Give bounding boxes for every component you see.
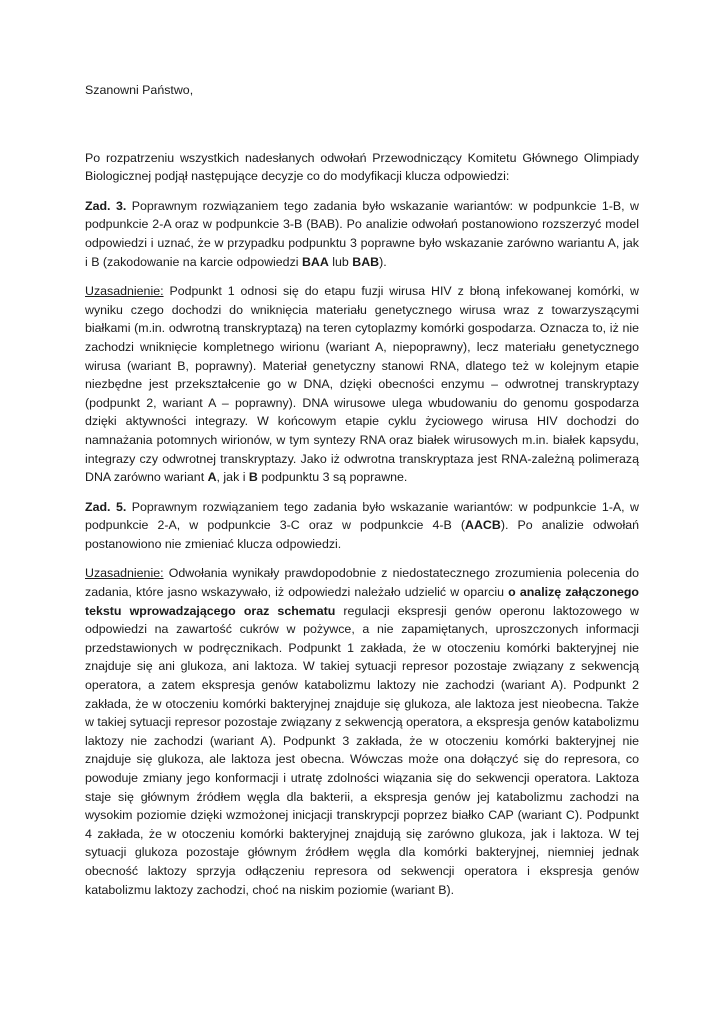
justification-5-text-1: Odwołania wynikały prawdopodobnie z niedostatecznego zrozumienia polecenia do zadania, które jasno wskazywało, iż odpowiedzi należało udzielić w oparciu — [85, 566, 639, 600]
task-3-mid: lub — [328, 254, 353, 269]
task-5-end: ). Po analizie odwołań postanowiono nie zmieniać klucza odpowiedzi. — [85, 518, 639, 551]
task-3-text: Poprawnym rozwiązaniem tego zadania było wskazanie wariantów: w podpunkcie 1-B, w podpunkcie 2-A oraz w podpunkcie 3-B (BAB). Po analizie odwołań postanowiono rozszerzyć model odpowiedzi i uznać, że w przypadku podpunktu 3 poprawne było wskazanie zarówno wariantu A, jak i B (zakodowanie na karcie odpowiedzi — [85, 198, 639, 269]
task-3-label: Zad. 3. — [85, 198, 127, 213]
task-5-code: AACB — [465, 518, 501, 533]
justification-3-label: Uzasadnienie: — [85, 284, 164, 299]
task-3-paragraph — [85, 197, 639, 271]
justification-3-mid: , jak i — [216, 470, 249, 485]
task-3-code-2: BAB — [352, 254, 380, 269]
justification-3-text: Podpunkt 1 odnosi się do etapu fuzji wirusa HIV z błoną infekowanej komórki, w wyniku czego dochodzi do wniknięcia materiału genetycznego wirusa wraz z towarzyszącymi białkami (m.in. odwrotną transkryptazą) na teren cytoplazmy komórki gospodarza. Oznacza to, iż nie zachodzi wniknięcie kompletnego wirionu (wariant A, niepoprawny), lecz materiału genetycznego wirusa (wariant B, poprawny). Materiał genetyczny stanowi RNA, dlatego też w kolejnym etapie niezbędne jest przekształcenie go w DNA, dzięki obecności enzymu – odwrotnej transkryptazy (podpunkt 2, wariant A – poprawny). DNA wirusowe ulega wbudowaniu do genomu gospodarza dzięki aktywności integrazy. W końcowym etapie cyklu życiowego wirusa HIV dochodzi do namnażania potomnych wirionów, w tym syntezy RNA oraz białek wirusowych m.in. białek kapsydu, integrazy czy odwrotnej transkryptazy. Jako iż odwrotna transkryptaza jest RNA-zależną polimerazą DNA zarówno wariant — [85, 284, 639, 485]
task-5-justification — [85, 564, 639, 899]
intro-paragraph: Po rozpatrzeniu wszystkich nadesłanych odwołań Przewodniczący Komitetu Głównego Olimpiady Biologicznej podjął następujące decyzje co do modyfikacji klucza odpowiedzi: — [85, 150, 639, 184]
justification-3-end: podpunktu 3 są poprawne. — [257, 470, 408, 485]
justification-5-bold: o analizę załączonego tekstu wprowadzającego oraz schematu — [85, 585, 639, 618]
task-5-text: Poprawnym rozwiązaniem tego zadania było wskazanie wariantów: w podpunkcie 1-A, w podpunkcie 2-A, w podpunkcie 3-C oraz w podpunkcie 4-B ( — [85, 499, 639, 533]
justification-3-variant-a: A — [207, 470, 217, 485]
greeting: Szanowni Państwo, — [85, 83, 194, 97]
task-3-end: ). — [379, 254, 387, 269]
task-3-code-1: BAA — [301, 254, 329, 269]
justification-3-variant-b: B — [248, 470, 258, 485]
task-5-paragraph — [85, 498, 639, 554]
task-3-justification — [85, 282, 639, 487]
justification-5-label: Uzasadnienie: — [85, 566, 164, 581]
justification-5-text-2: regulacji ekspresji genów operonu laktozowego w odpowiedzi na zawartość cukrów w pożywce, a nie zapamiętanych, uproszczonych informacji przedstawionych w podręcznikach. Podpunkt 1 zakłada, że w otoczeniu komórki bakteryjnej nie znajduje się ani glukoza, ani laktoza. W takiej sytuacji represor pozostaje związany z sekwencją operatora, a zatem ekspresja genów katabolizmu laktozy nie zachodzi (wariant A). Podpunkt 2 zakłada, że w otoczeniu komórki bakteryjnej znajduje się glukoza, ale laktoza jest nieobecna. Także w takiej sytuacji represor pozostaje związany z sekwencją operatora, a ekspresja genów katabolizmu laktozy nie zachodzi (wariant A). Podpunkt 3 zakłada, że w otoczeniu komórki bakteryjnej nie znajduje się glukoza, ale laktoza jest obecna. Wówczas może ona dołączyć się do represora, co powoduje zmiany jego konformacji i utratę zdolności wiązania się do sekwencji operatora. Laktoza staje się głównym źródłem węgla dla bakterii, a ekspresja genów jej katabolizmu zachodzi na wysokim poziomie dzięki wzmożonej inicjacji transkrypcji poprzez białko CAP (wariant C). Podpunkt 4 zakłada, że w otoczeniu komórki bakteryjnej znajdują się zarówno glukoza, jak i laktoza. W tej sytuacji glukoza pozostaje głównym źródłem węgla dla komórki bakteryjnej, niemniej jednak obecność laktozy sprzyja odłączeniu represora od sekwencji operatora i ekspresja genów katabolizmu laktozy zachodzi, choć na niskim poziomie (wariant B). — [85, 603, 639, 897]
task-5-label: Zad. 5. — [85, 499, 127, 514]
letter-page — [85, 81, 639, 910]
